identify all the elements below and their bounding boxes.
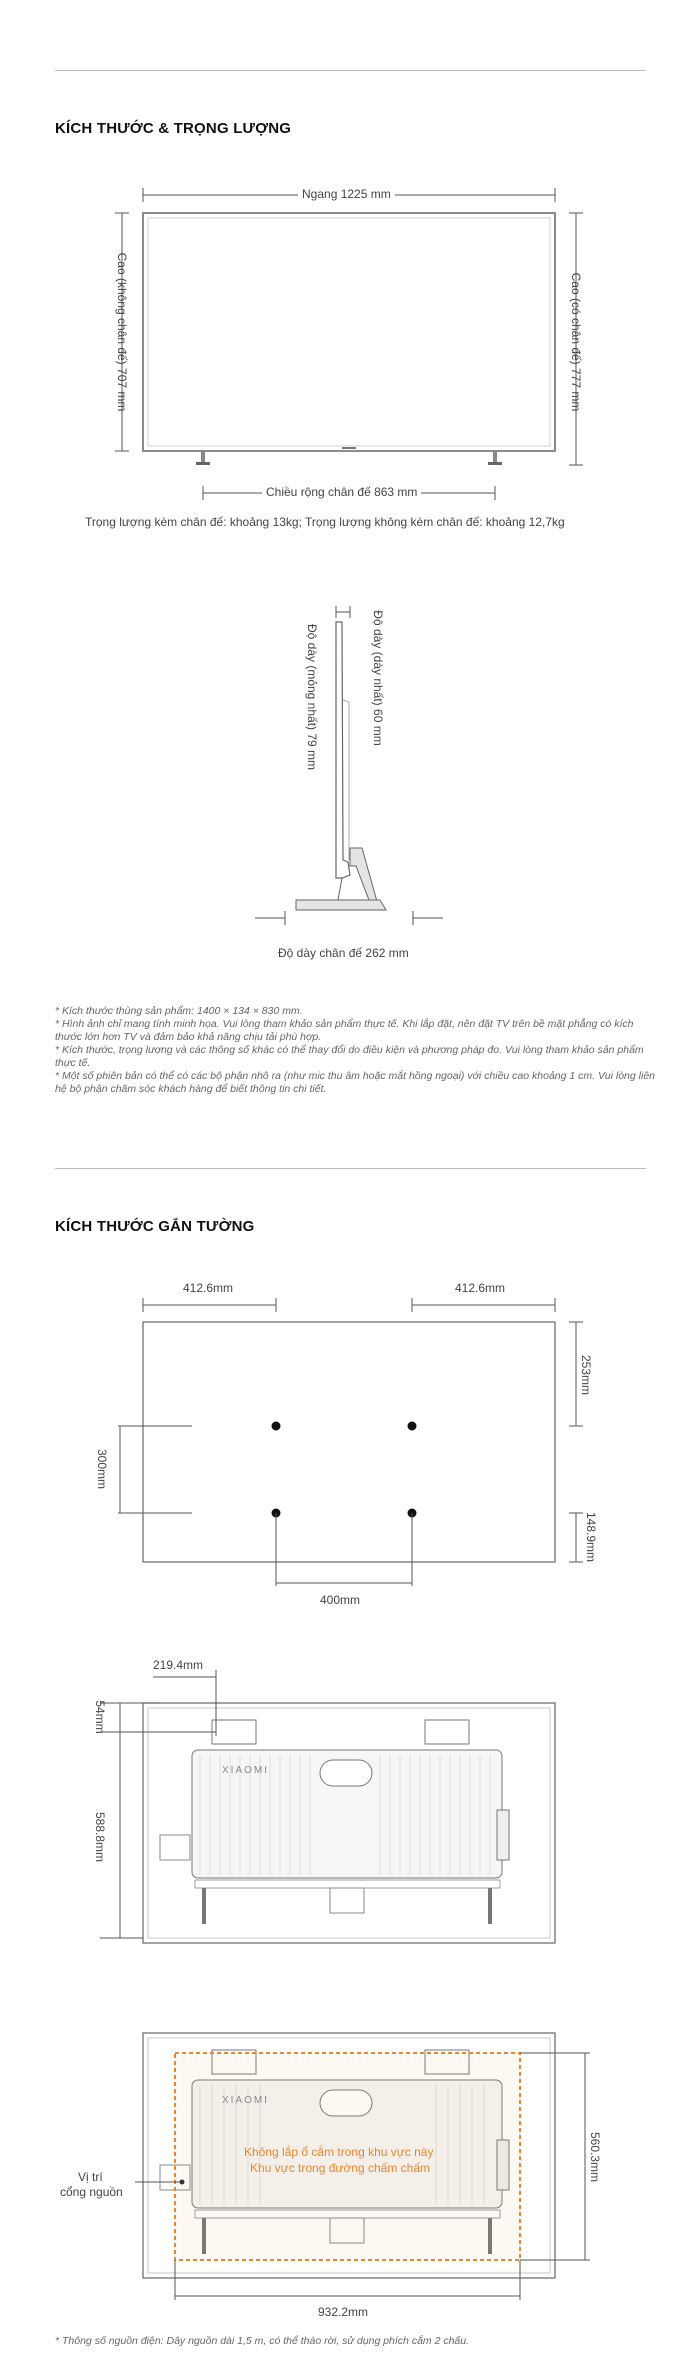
power-port-label-1: Vị trí [78, 2170, 103, 2184]
bottom-offset-label: 148.9mm [584, 1511, 598, 1563]
note-4: * Một số phiên bản có thể có các bộ phận nhô ra (như mic thu âm hoặc mắt hồng ngoại) với chiều cao khoảng 1 cm. Vui lòng liên hệ bộ phận chăm sóc khách hàng để biết thông tin chi tiết. [55, 1070, 656, 1095]
brand-text-2: XIAOMI [222, 2095, 270, 2106]
section-title-wall-mount: KÍCH THƯỚC GẮN TƯỜNG [55, 1218, 255, 1235]
thinnest-label: Độ dày (mỏng nhất) 79 mm [305, 623, 319, 771]
left-offset-label: 412.6mm [183, 1281, 234, 1295]
zone-width-label: 932.2mm [318, 2305, 369, 2319]
warning-line-1: Không lắp ổ cắm trong khu vực này [244, 2145, 434, 2159]
back-width-offset-label: 219.4mm [153, 1658, 204, 1672]
vesa-horizontal-label: 400mm [320, 1593, 361, 1607]
brand-text: XIAOMI [222, 1765, 270, 1776]
width-label: Ngang 1225 mm [298, 187, 395, 201]
right-offset-label: 412.6mm [455, 1281, 506, 1295]
stand-width-label: Chiều rộng chân đế 863 mm [262, 485, 421, 499]
top-offset-label: 253mm [579, 1354, 593, 1395]
height-with-stand-label: Cao (có chân đế) 777 mm [569, 272, 583, 412]
power-port-label-2: cổng nguồn [60, 2185, 123, 2199]
back-top-offset-label: 54mm [93, 1700, 107, 1734]
warning-line-2: Khu vực trong đường chấm chấm [250, 2161, 431, 2175]
back-height-label: 588.8mm [93, 1811, 107, 1863]
height-no-stand-label: Cao (không chân đế) 707 mm [115, 252, 129, 412]
stand-depth-label: Độ dày chân đế 262 mm [278, 946, 409, 960]
note-2: * Hình ảnh chỉ mang tính minh họa. Vui lòng tham khảo sản phẩm thực tế. Khi lắp đặt, nên đặt TV trên bề mặt phẳng có kích thước lớn hơn TV và đảm bảo khả năng chịu tải phù hợp. [55, 1018, 634, 1043]
note-3: * Kích thước, trọng lượng và các thông số khác có thể thay đổi do điều kiện và phương pháp đo. Vui lòng tham khảo sản phẩm thực tế. [55, 1044, 644, 1069]
section-title-dimensions: KÍCH THƯỚC & TRỌNG LƯỢNG [55, 120, 292, 137]
vesa-vertical-label: 300mm [95, 1448, 109, 1489]
thickest-label: Độ dày (dày nhất) 60 mm [371, 610, 385, 746]
footnote: * Thông số nguồn điện: Dây nguồn dài 1,5 m, có thể tháo rời, sử dụng phích cắm 2 chấu. [55, 2335, 470, 2347]
zone-height-label: 560.3mm [588, 2131, 602, 2183]
weight-text: Trọng lượng kèm chân đế: khoảng 13kg; Trọng lượng không kèm chân đế: khoảng 12,7kg [85, 515, 565, 529]
note-1: * Kích thước thùng sản phẩm: 1400 × 134 × 830 mm. [55, 1005, 303, 1017]
